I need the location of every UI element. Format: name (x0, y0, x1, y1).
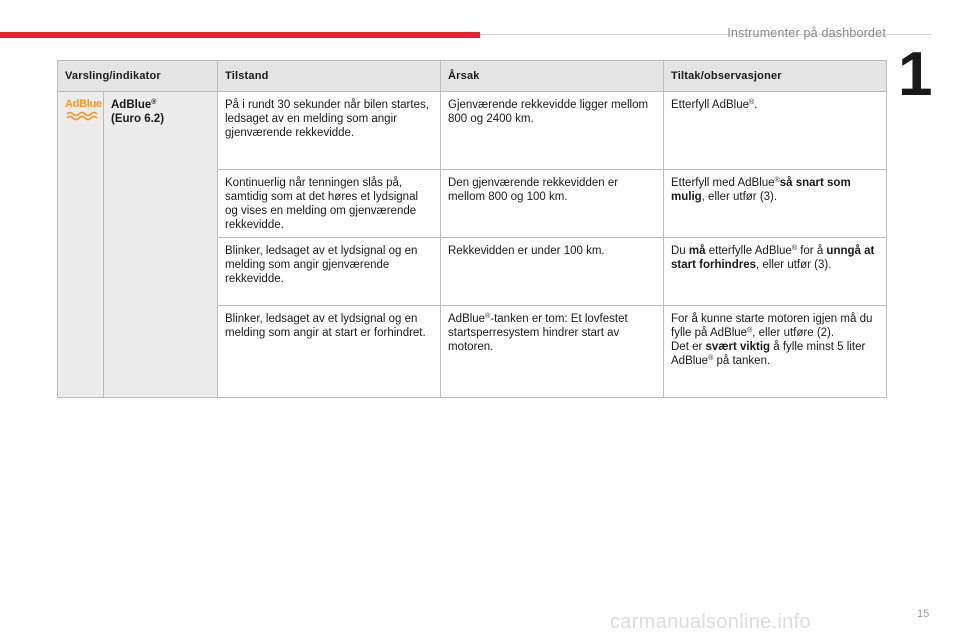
registered-mark: ® (151, 99, 157, 106)
registered-mark: ® (791, 245, 798, 252)
text-run-bold: så snart som mulig (671, 177, 851, 203)
row3-action (664, 238, 887, 306)
warning-table (57, 60, 887, 398)
column-header-indicator: Varsling/indikator (58, 61, 218, 92)
table-row (58, 92, 887, 170)
text-run: Etterfyll med AdBlue (671, 177, 775, 189)
registered-mark: ® (747, 327, 753, 334)
registered-mark: ® (748, 99, 755, 106)
running-head: Instrumenter på dashbordet (727, 26, 886, 40)
row1-cause: Gjenværende rekkevidde ligger mellom 800 og 2400 km. (441, 92, 664, 170)
text-run: Det er (671, 341, 706, 353)
text-run-bold: må (688, 245, 706, 257)
row2-action (664, 170, 887, 238)
text-run: , eller utfør (3). (756, 259, 832, 271)
registered-mark: ® (774, 177, 780, 184)
text-run-bold: unngå at start forhindres (671, 245, 875, 271)
row4-state: Blinker, ledsaget av et lydsignal og en melding som angir at start er forhindret. (218, 306, 441, 398)
indicator-icon-cell (58, 92, 104, 398)
text-run: for å (797, 245, 827, 257)
row1-action (664, 92, 887, 170)
text-run: Etterfyll AdBlue (671, 99, 749, 111)
header-accent-bar (0, 32, 480, 38)
text-run: , eller utføre (2). (752, 327, 835, 339)
row4-cause (441, 306, 664, 398)
row3-cause: Rekkevidden er under 100 km. (441, 238, 664, 306)
text-run: Du (671, 245, 689, 257)
adblue-waves-icon (65, 111, 105, 121)
text-run: AdBlue (448, 313, 486, 325)
row2-cause: Den gjenværende rekkevidden er mellom 800 og 100 km. (441, 170, 664, 238)
registered-mark: ® (708, 355, 714, 362)
indicator-name: AdBlue (111, 99, 152, 111)
text-run: på tanken. (713, 355, 771, 367)
indicator-name-cell (104, 92, 218, 398)
text-run: etterfylle AdBlue (705, 245, 792, 257)
table-header-row (58, 61, 887, 92)
adblue-icon-text: AdBlue (65, 98, 102, 110)
text-run: For å kunne starte motoren igjen må du fylle på AdBlue (671, 313, 873, 339)
watermark: carmanualsonline.info (610, 611, 811, 633)
column-header-action: Tiltak/observasjoner (664, 61, 887, 92)
row1-state: På i rundt 30 sekunder når bilen startes, ledsaget av en melding som angir gjenværende rekkevidde. (218, 92, 441, 170)
indicator-sub: (Euro 6.2) (111, 113, 165, 125)
row2-state: Kontinuerlig når tenningen slås på, samtidig som at det høres et lydsignal og vises en melding om gjenværende rekkevidde. (218, 170, 441, 238)
chapter-number: 1 (898, 40, 933, 109)
text-run: . (754, 99, 758, 111)
text-run: -tanken er tom: Et lovfestet startsperresystem hindrer start av motoren. (448, 313, 628, 353)
text-run: å fylle minst 5 liter AdBlue (671, 341, 866, 367)
registered-mark: ® (485, 313, 491, 320)
column-header-state: Tilstand (218, 61, 441, 92)
column-header-cause: Årsak (441, 61, 664, 92)
page-number: 15 (917, 608, 930, 620)
text-run: , eller utfør (3). (701, 191, 778, 203)
row3-state: Blinker, ledsaget av et lydsignal og en melding som angir gjenværende rekkevidde. (218, 238, 441, 306)
adblue-icon (65, 98, 105, 122)
row4-action (664, 306, 887, 398)
text-run-bold: svært viktig (705, 341, 771, 353)
